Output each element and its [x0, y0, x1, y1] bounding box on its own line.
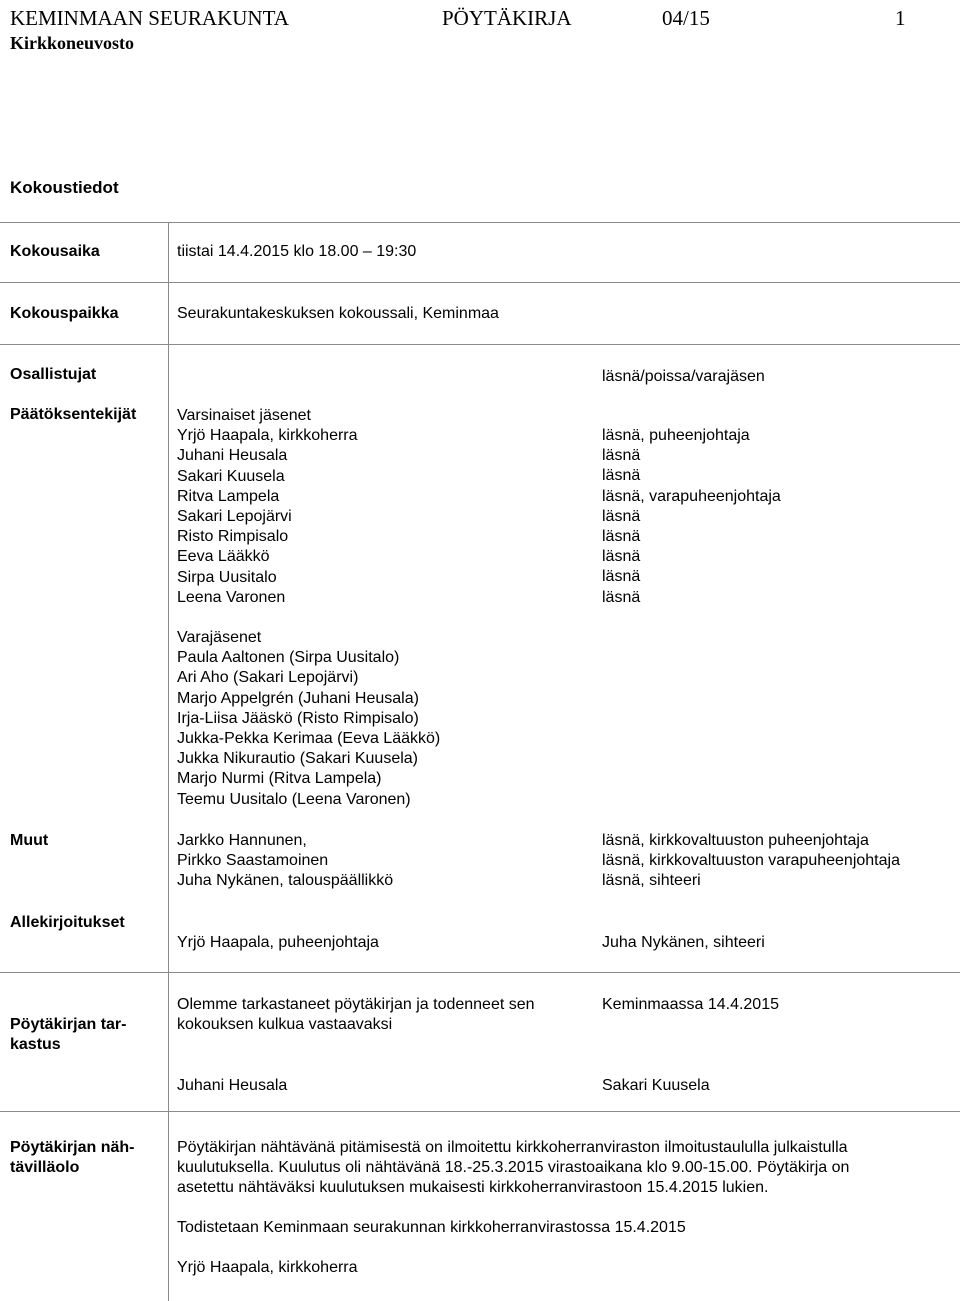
governing-body: Kirkkoneuvosto: [10, 33, 135, 53]
display-label: [10, 1138, 160, 1178]
member-status: läsnä: [602, 568, 641, 586]
members-title: Varsinaiset jäsenet: [177, 407, 311, 424]
document-type: PÖYTÄKIRJA: [442, 6, 572, 30]
members-list: [177, 406, 587, 608]
review-label: [10, 1015, 160, 1055]
member-name: Risto Rimpisalo: [177, 528, 289, 546]
reviewer-1-text: Juhani Heusala: [177, 1077, 288, 1094]
decision-makers-label: Päätöksentekijät: [10, 406, 137, 423]
status-header: [602, 367, 952, 387]
divider: [0, 1111, 960, 1112]
organization-name: KEMINMAAN SEURAKUNTA: [10, 6, 289, 30]
deputy-entry: Jukka Nikurautio (Sakari Kuusela): [177, 750, 418, 768]
deputy-entry: Jukka-Pekka Kerimaa (Eeva Lääkkö): [177, 730, 441, 748]
member-status: läsnä: [602, 447, 641, 465]
deputy-entry: Irja-Liisa Jääskö (Risto Rimpisalo): [177, 709, 419, 727]
other-name: Jarkko Hannunen,: [177, 832, 307, 849]
other-name: Pirkko Saastamoinen: [177, 852, 329, 870]
signature-chair: [177, 933, 587, 953]
member-status: läsnä: [602, 588, 641, 606]
reviewer-1: [177, 1076, 587, 1096]
member-status: läsnä: [602, 467, 641, 485]
page-number: 1: [895, 6, 906, 30]
other-name: Juha Nykänen, talouspäällikkö: [177, 872, 394, 890]
deputies-list: [177, 628, 587, 810]
member-name: Ritva Lampela: [177, 487, 280, 505]
display-notice-line: asetettu nähtäväksi kuulutuksen mukaisesti kirkkoherranvirastoon 15.4.2015 lukien.: [177, 1179, 769, 1197]
member-status: läsnä, puheenjohtaja: [602, 427, 750, 444]
divider: [0, 344, 960, 345]
certification-signer: [177, 1258, 947, 1278]
member-status: läsnä, varapuheenjohtaja: [602, 487, 781, 505]
review-place-date-text: Keminmaassa 14.4.2015: [602, 996, 779, 1013]
review-place-date: [602, 995, 952, 1015]
signatures-label: Allekirjoitukset: [10, 914, 125, 931]
deputy-entry: Marjo Appelgrén (Juhani Heusala): [177, 689, 419, 707]
signature-chair-text: Yrjö Haapala, puheenjohtaja: [177, 934, 379, 951]
deputy-entry: Marjo Nurmi (Ritva Lampela): [177, 770, 382, 788]
document-number: 04/15: [662, 6, 710, 30]
document-header: [10, 6, 950, 54]
other-status: läsnä, kirkkovaltuuston varapuheenjohtaja: [602, 852, 900, 870]
certification-signer-text: Yrjö Haapala, kirkkoherra: [177, 1259, 358, 1276]
member-name: Sakari Lepojärvi: [177, 508, 292, 526]
deputy-entry: Paula Aaltonen (Sirpa Uusitalo): [177, 649, 400, 667]
display-notice-line: kuulutuksella. Kuulutus oli nähtävänä 18.-25.3.2015 virastoaikana klo 9.00-15.00. Pöytäkirja on: [177, 1159, 850, 1177]
review-statement-line: kokouksen kulkua vastaavaksi: [177, 1016, 393, 1034]
divider: [0, 222, 960, 223]
review-statement-line: Olemme tarkastaneet pöytäkirjan ja todenneet sen: [177, 996, 535, 1013]
display-notice: [177, 1138, 947, 1199]
others-label: Muut: [10, 832, 49, 849]
participants-label: Osallistujat: [10, 366, 97, 383]
status-header-text: läsnä/poissa/varajäsen: [602, 368, 765, 385]
divider: [0, 972, 960, 973]
meeting-place-label: Kokouspaikka: [10, 305, 119, 322]
meeting-time-label: Kokousaika: [10, 243, 100, 260]
reviewer-2: [602, 1076, 952, 1096]
members-status-list: [602, 426, 952, 608]
review-statement: [177, 995, 587, 1035]
review-label-line: Pöytäkirjan tar-: [10, 1016, 127, 1033]
meeting-time-text: tiistai 14.4.2015 klo 18.00 – 19:30: [177, 243, 417, 260]
signature-secretary-text: Juha Nykänen, sihteeri: [602, 934, 765, 951]
certification: [177, 1218, 947, 1238]
meeting-place-text: Seurakuntakeskuksen kokoussali, Keminmaa: [177, 305, 499, 322]
column-divider: [168, 222, 169, 1301]
member-name: Eeva Lääkkö: [177, 548, 270, 566]
deputy-entry: Ari Aho (Sakari Lepojärvi): [177, 669, 359, 687]
meeting-time-value: [177, 242, 777, 262]
certification-text: Todistetaan Keminmaan seurakunnan kirkkoherranvirastossa 15.4.2015: [177, 1219, 686, 1236]
review-label-line: kastus: [10, 1036, 61, 1053]
member-status: läsnä: [602, 507, 641, 525]
display-notice-line: Pöytäkirjan nähtävänä pitämisestä on ilmoitettu kirkkoherranviraston ilmoitustaululla julkaistulla: [177, 1139, 848, 1156]
others-list: [177, 831, 587, 892]
member-name: Sirpa Uusitalo: [177, 568, 277, 586]
others-status-list: [602, 831, 952, 892]
divider: [0, 282, 960, 283]
other-status: läsnä, kirkkovaltuuston puheenjohtaja: [602, 832, 869, 849]
member-name: Sakari Kuusela: [177, 467, 285, 485]
member-name: Juhani Heusala: [177, 447, 288, 465]
other-status: läsnä, sihteeri: [602, 872, 701, 890]
deputy-entry: Teemu Uusitalo (Leena Varonen): [177, 790, 411, 808]
member-name: Leena Varonen: [177, 588, 286, 606]
display-label-line: tävilläolo: [10, 1159, 80, 1176]
display-label-line: Pöytäkirjan näh-: [10, 1139, 135, 1156]
reviewer-2-text: Sakari Kuusela: [602, 1077, 710, 1094]
member-status: läsnä: [602, 528, 641, 546]
section-title: Kokoustiedot: [10, 178, 119, 197]
signature-secretary: [602, 933, 952, 953]
member-name: Yrjö Haapala, kirkkoherra: [177, 427, 358, 445]
member-status: läsnä: [602, 548, 641, 566]
deputies-title: Varajäsenet: [177, 629, 262, 646]
meeting-place-value: [177, 304, 777, 324]
